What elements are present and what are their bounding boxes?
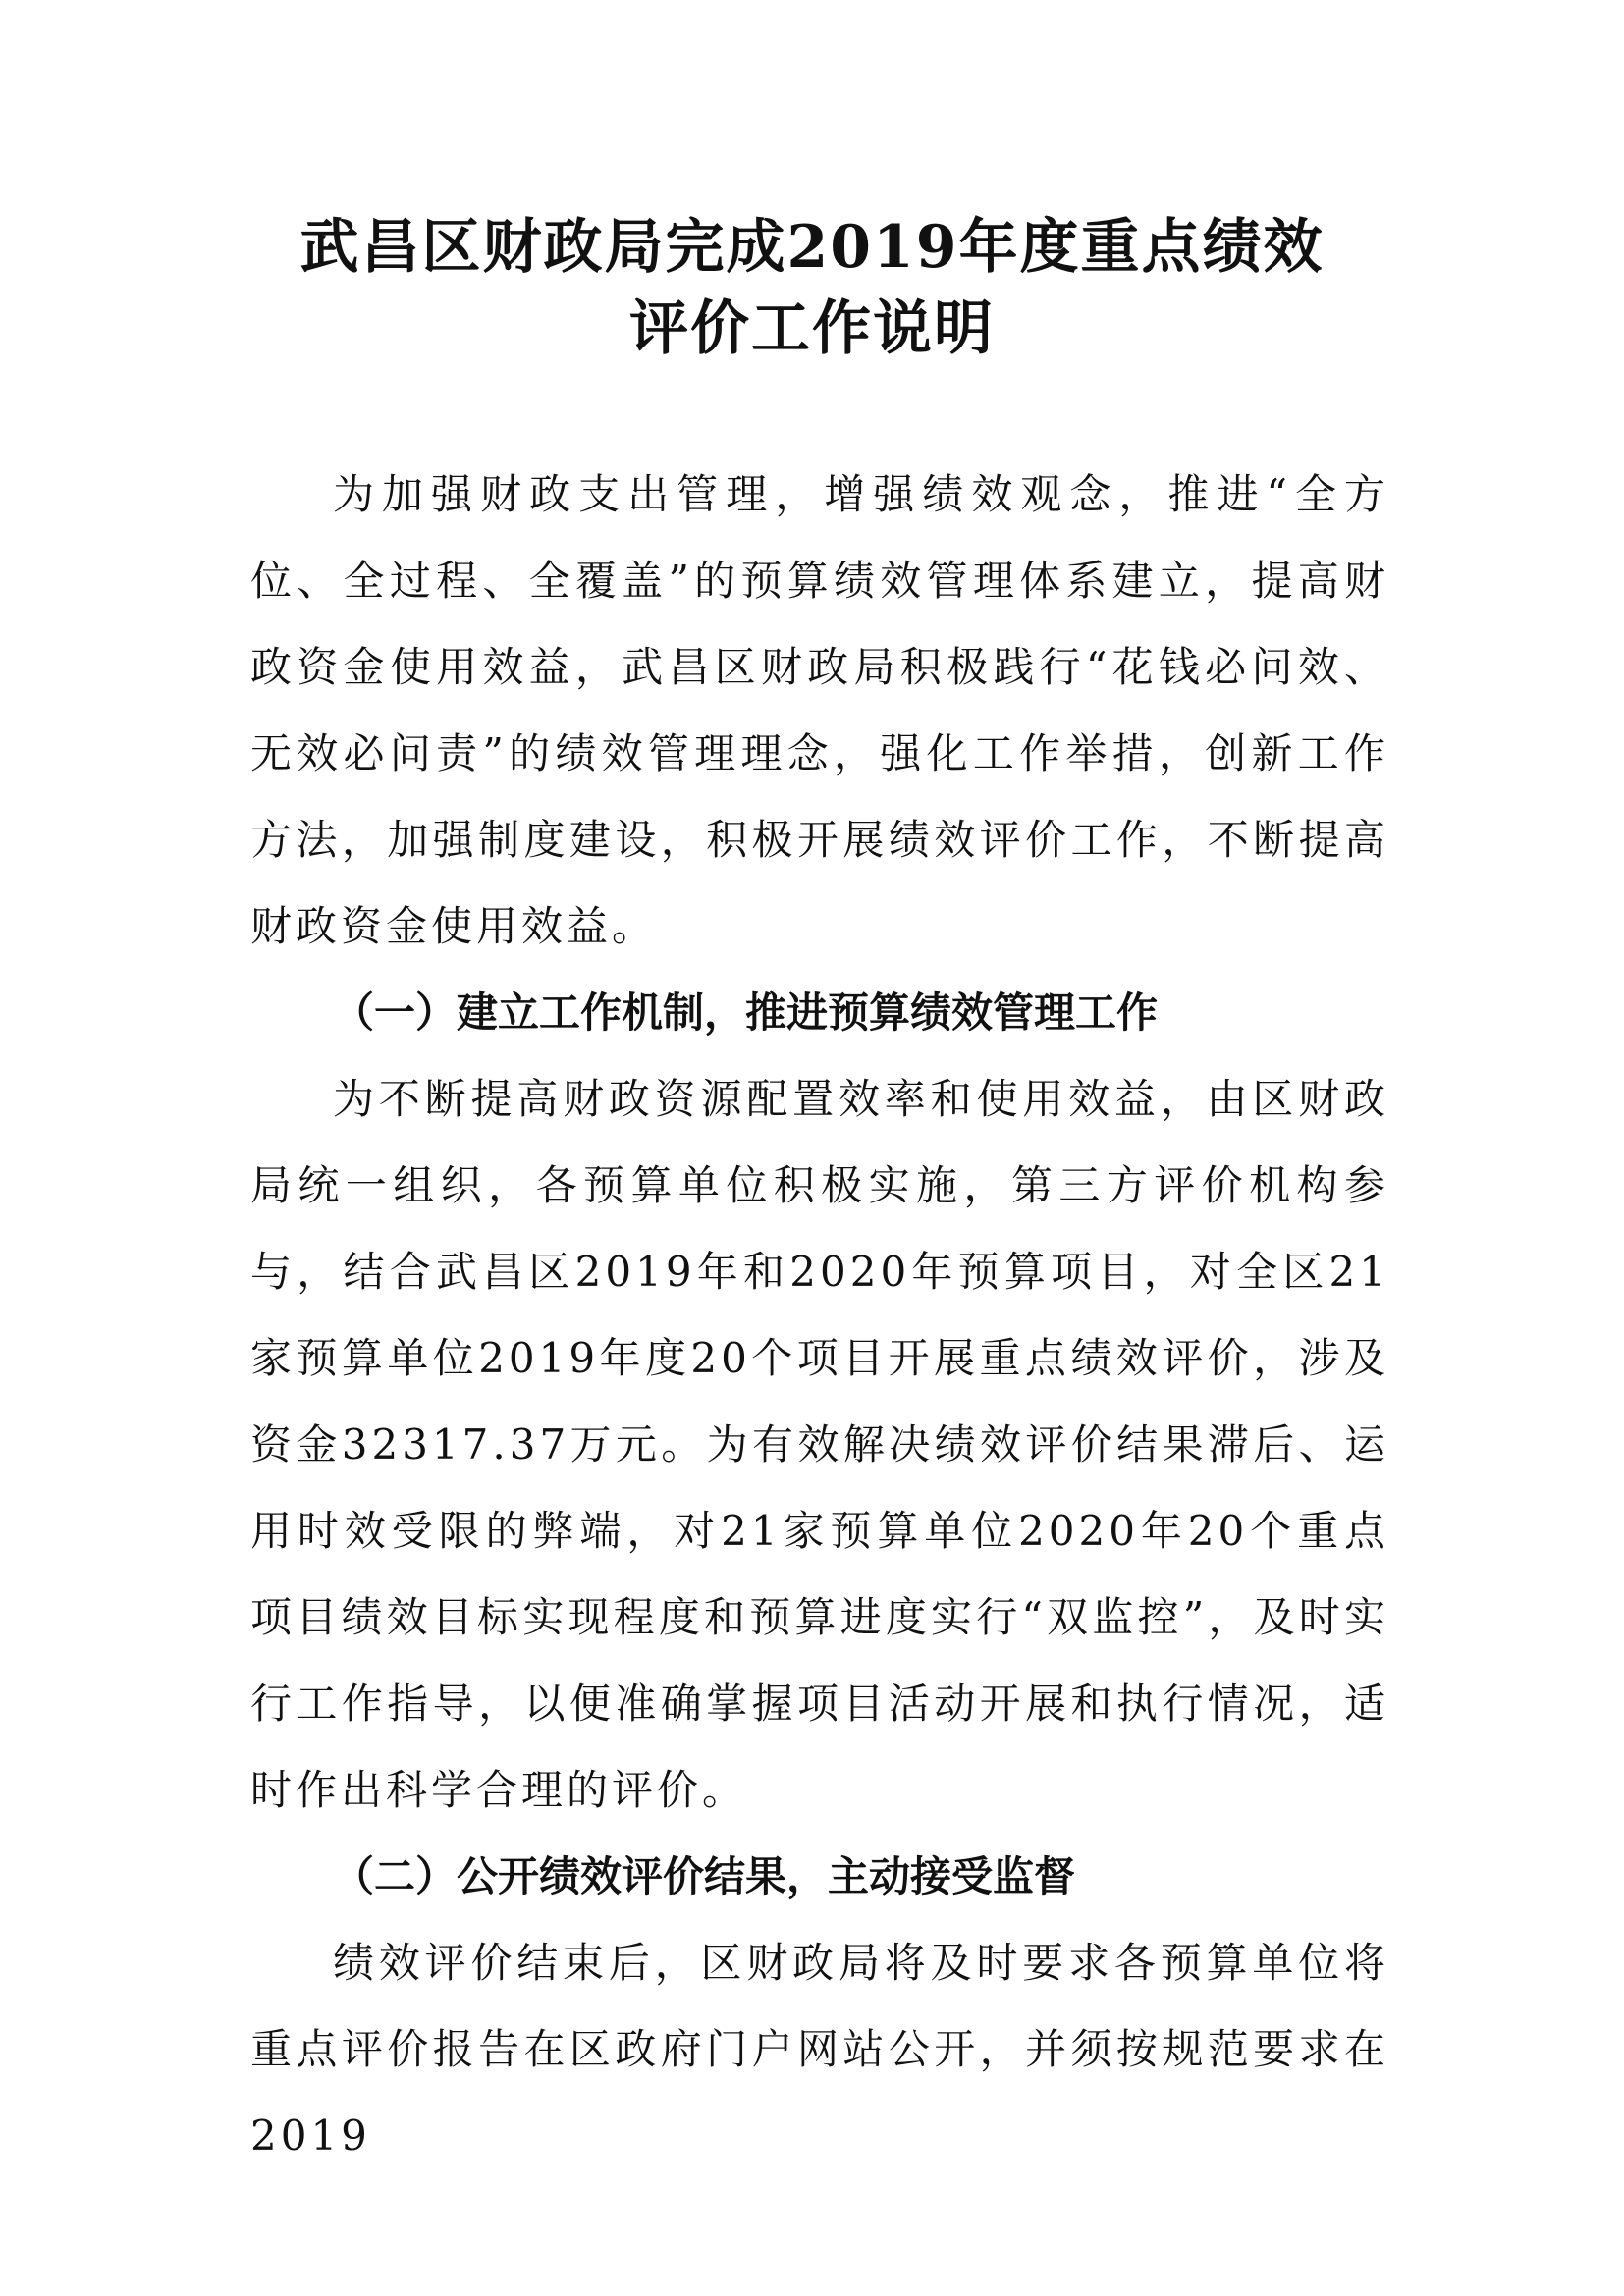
document-title-line-2: 评价工作说明 xyxy=(629,294,995,363)
section-2-paragraph: 绩效评价结束后，区财政局将及时要求各预算单位将重点评价报告在区政府门户网站公开，并须按规范要求在2019 xyxy=(250,1939,1389,2160)
document-title-line-1: 武昌区财政局完成2019年度重点绩效 xyxy=(299,213,1325,282)
intro-paragraph: 为加强财政支出管理，增强绩效观念，推进“全方位、全过程、全覆盖”的预算绩效管理体系建立，提高财政资金使用效益，武昌区财政局积极践行“花钱必问效、无效必问责”的绩效管理理念，强化工作举措，创新工作方法，加强制度建设，积极开展绩效评价工作，不断提高财政资金使用效益。 xyxy=(250,470,1389,950)
section-1-heading: （一）建立工作机制，推进预算绩效管理工作 xyxy=(333,988,1159,1037)
section-1-paragraph: 为不断提高财政资源配置效率和使用效益，由区财政局统一组织，各预算单位积极实施，第三方评价机构参与，结合武昌区2019年和2020年预算项目，对全区21家预算单位2019年度20个项目开展重点绩效评价，涉及资金32317.37万元。为有效解决绩效评价结果滞后、运用时效受限的弊端，对21家预算单位2020年20个重点项目绩效目标实现程度和预算进度实行“双监控”，及时实行工作指导，以便准确掌握项目活动开展和执行情况，适时作出科学合理的评价。 xyxy=(250,1075,1389,1814)
section-2-heading: （二）公开绩效评价结果，主动接受监督 xyxy=(333,1852,1076,1900)
